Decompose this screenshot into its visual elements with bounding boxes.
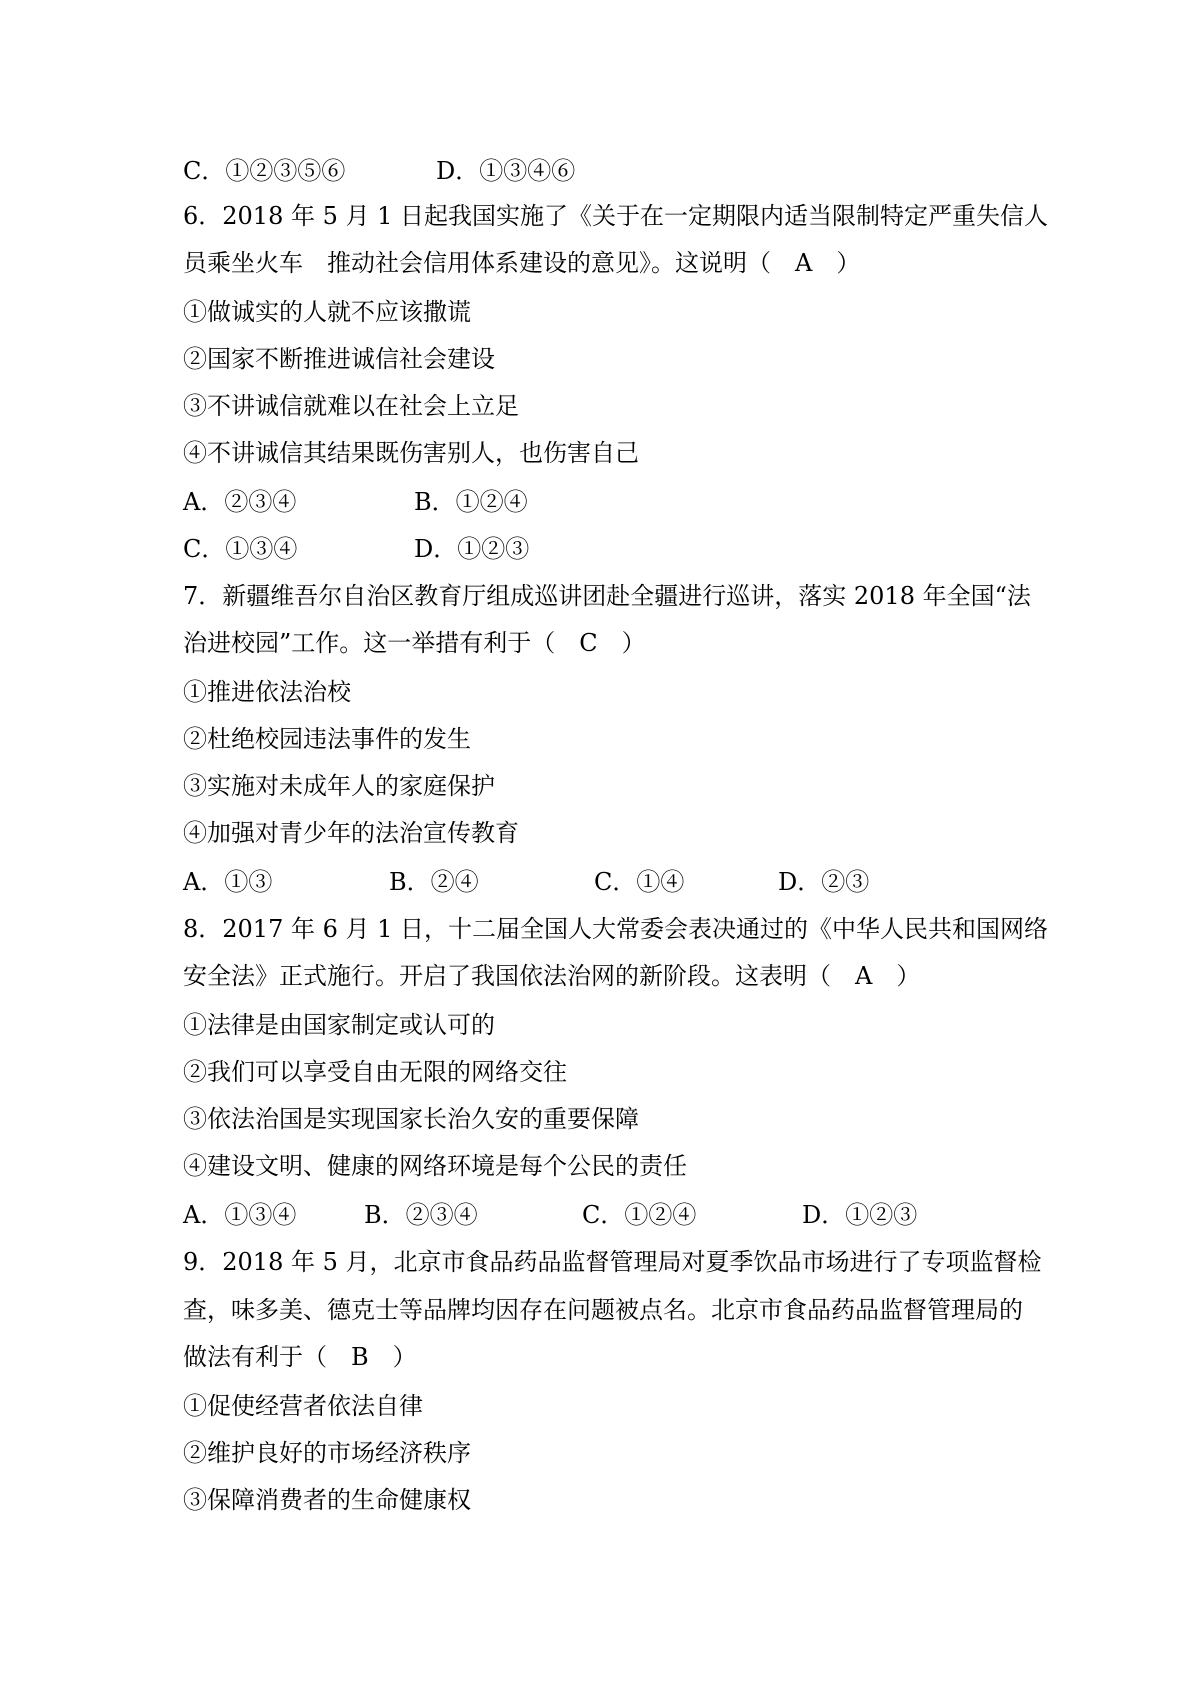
q6-option-c: C．①③④ bbox=[183, 535, 298, 563]
q7-stem-line1: 7．新疆维吾尔自治区教育厅组成巡讲团赴全疆进行巡讲，落实 2018 年全国“法 bbox=[183, 582, 1031, 610]
q6-option-a: A．②③④ bbox=[183, 488, 297, 516]
q7-item-4: ④加强对青少年的法治宣传教育 bbox=[183, 819, 519, 847]
q8-option-c: C．①②④ bbox=[582, 1201, 697, 1229]
q8-item-1: ①法律是由国家制定或认可的 bbox=[183, 1011, 495, 1039]
q8-item-2: ②我们可以享受自由无限的网络交往 bbox=[183, 1058, 567, 1086]
q7-stem-line2: 治进校园”工作。这一举措有利于（ C ） bbox=[183, 629, 646, 657]
q9-stem-line3: 做法有利于（ B ） bbox=[183, 1343, 417, 1371]
q7-option-a: A．①③ bbox=[183, 868, 273, 896]
q5-option-c: C．①②③⑤⑥ bbox=[183, 157, 346, 185]
q7-option-c: C．①④ bbox=[594, 868, 685, 896]
q7-item-2: ②杜绝校园违法事件的发生 bbox=[183, 725, 471, 753]
q8-option-a: A．①③④ bbox=[183, 1201, 297, 1229]
q9-item-1: ①促使经营者依法自律 bbox=[183, 1392, 423, 1420]
q6-item-1: ①做诚实的人就不应该撒谎 bbox=[183, 298, 471, 326]
q8-item-4: ④建设文明、健康的网络环境是每个公民的责任 bbox=[183, 1152, 687, 1180]
q9-item-3: ③保障消费者的生命健康权 bbox=[183, 1486, 471, 1514]
q9-stem-line2: 查，味多美、德克士等品牌均因存在问题被点名。北京市食品药品监督管理局的 bbox=[183, 1296, 1023, 1324]
q6-stem-line2: 员乘坐火车 推动社会信用体系建设的意见》。这说明（ A ） bbox=[183, 249, 861, 277]
q7-option-b: B．②④ bbox=[389, 868, 479, 896]
q7-item-3: ③实施对未成年人的家庭保护 bbox=[183, 772, 495, 800]
q7-item-1: ①推进依法治校 bbox=[183, 678, 351, 706]
q8-stem-line2: 安全法》正式施行。开启了我国依法治网的新阶段。这表明（ A ） bbox=[183, 962, 921, 990]
q6-stem-line1: 6．2018 年 5 月 1 日起我国实施了《关于在一定期限内适当限制特定严重失信人 bbox=[183, 202, 1049, 230]
q5-option-d: D．①③④⑥ bbox=[436, 157, 576, 185]
q6-item-3: ③不讲诚信就难以在社会上立足 bbox=[183, 392, 519, 420]
q9-stem-line1: 9．2018 年 5 月，北京市食品药品监督管理局对夏季饮品市场进行了专项监督检 bbox=[183, 1248, 1042, 1276]
q8-stem-line1: 8．2017 年 6 月 1 日，十二届全国人大常委会表决通过的《中华人民共和国网络 bbox=[183, 915, 1049, 943]
q6-option-b: B．①②④ bbox=[414, 488, 528, 516]
q8-option-b: B．②③④ bbox=[364, 1201, 478, 1229]
q6-item-4: ④不讲诚信其结果既伤害别人，也伤害自己 bbox=[183, 439, 639, 467]
q6-option-d: D．①②③ bbox=[414, 535, 530, 563]
q8-option-d: D．①②③ bbox=[802, 1201, 918, 1229]
q7-option-d: D．②③ bbox=[778, 868, 870, 896]
q6-item-2: ②国家不断推进诚信社会建设 bbox=[183, 345, 495, 373]
q9-item-2: ②维护良好的市场经济秩序 bbox=[183, 1439, 471, 1467]
q8-item-3: ③依法治国是实现国家长治久安的重要保障 bbox=[183, 1105, 639, 1133]
